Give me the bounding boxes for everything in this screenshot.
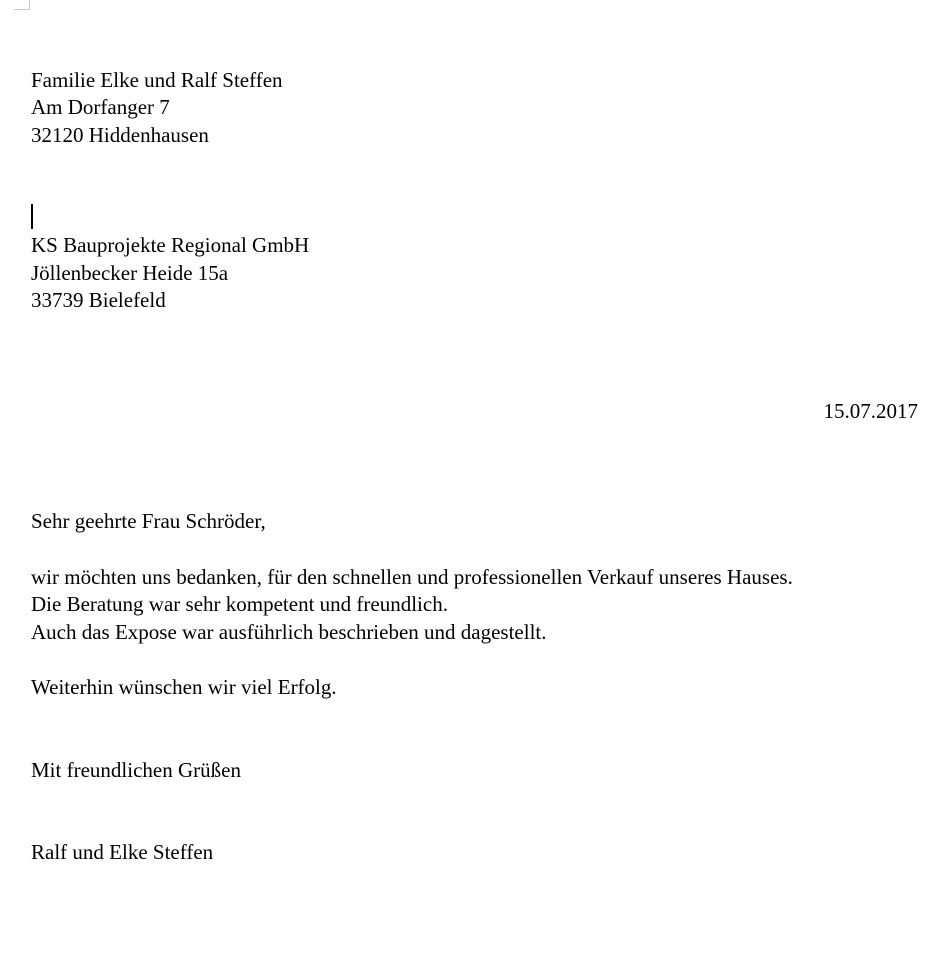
sender-name[interactable]: Familie Elke und Ralf Steffen — [31, 68, 283, 92]
closing-phrase[interactable]: Mit freundlichen Grüßen — [31, 758, 241, 782]
recipient-company[interactable]: KS Bauprojekte Regional GmbH — [31, 233, 310, 257]
salutation[interactable]: Sehr geehrte Frau Schröder, — [31, 509, 266, 533]
signature[interactable]: Ralf und Elke Steffen — [31, 840, 214, 864]
body-line-3[interactable]: Auch das Expose war ausführlich beschrieben und dagestellt. — [31, 620, 547, 644]
body-wishes[interactable]: Weiterhin wünschen wir viel Erfolg. — [31, 675, 337, 699]
sender-street[interactable]: Am Dorfanger 7 — [31, 95, 170, 119]
corner-mark-horizontal — [14, 9, 30, 10]
body-line-1[interactable]: wir möchten uns bedanken, für den schnellen und professionellen Verkauf unseres Hauses. — [31, 565, 793, 589]
body-line-2[interactable]: Die Beratung war sehr kompetent und freundlich. — [31, 592, 448, 616]
page-corner-mark — [0, 0, 30, 10]
sender-city[interactable]: 32120 Hiddenhausen — [31, 123, 209, 147]
corner-mark-vertical — [29, 0, 30, 10]
recipient-city[interactable]: 33739 Bielefeld — [31, 288, 166, 312]
recipient-street[interactable]: Jöllenbecker Heide 15a — [31, 261, 229, 285]
text-cursor — [31, 204, 33, 229]
letter-date[interactable]: 15.07.2017 — [823, 399, 918, 423]
